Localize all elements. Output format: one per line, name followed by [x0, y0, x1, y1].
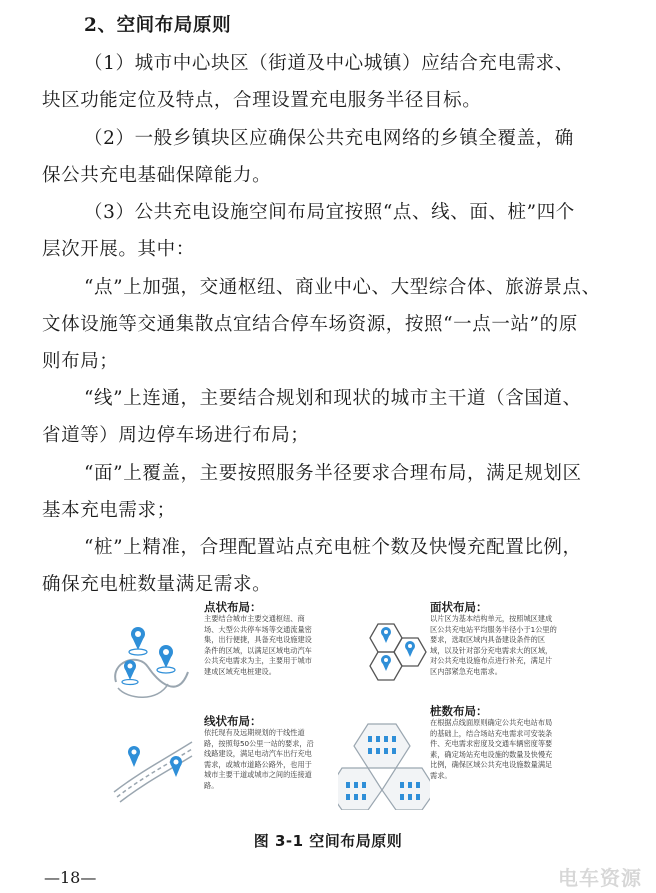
paragraph-line: （2）一般乡镇块区应确保公共充电网络的乡镇全覆盖，确: [84, 128, 574, 149]
paragraph-line: （1）城市中心块区（街道及中心城镇）应结合充电需求、: [84, 53, 574, 74]
paragraph-line: （3）公共充电设施空间布局宜按照“点、线、面、桩”四个: [84, 202, 575, 223]
spatial-layout-figure: [108, 600, 568, 822]
point-layout-panel: [204, 600, 314, 678]
paragraph-line: 层次开展。其中：: [42, 239, 195, 260]
paragraph-line: 确保充电桩数量满足需求。: [42, 574, 272, 595]
hexagon-grid-pins-icon: [354, 614, 434, 696]
line-layout-panel: [204, 714, 316, 792]
panel-title: 桩数布局：: [430, 704, 488, 718]
figure-caption: 图 3-1 空间布局原则: [253, 832, 403, 850]
watermark: 电车资源: [558, 866, 642, 890]
paragraph-line: “线”上连通，主要结合规划和现状的城市主干道（含国道、: [84, 388, 582, 409]
paragraph-line: “点”上加强，交通枢纽、商业中心、大型综合体、旅游景点、: [84, 277, 601, 298]
area-layout-panel: [430, 600, 558, 678]
page-number: —18—: [44, 868, 97, 887]
road-pins-icon: [110, 722, 194, 812]
panel-title: 线状布局：: [204, 714, 262, 728]
paragraph-line: “面”上覆盖，主要按照服务半径要求合理布局，满足规划区: [84, 463, 582, 484]
pile-count-layout-panel: [430, 704, 558, 782]
hexagon-charging-piles-icon: [338, 718, 430, 810]
panel-title: 面状布局：: [430, 600, 488, 614]
panel-title: 点状布局：: [204, 600, 262, 614]
paragraph-line: 基本充电需求；: [42, 500, 176, 521]
panel-text: 主要结合城市主要交通枢纽、商场、大型公共停车场等交通流量密集，出行便捷，具备充电设施建设条件的区域，以满足区域电动汽车公共充电需求为主，主要用于城市建成区域充电桩建设。: [204, 614, 312, 676]
panel-text: 在根据点线面原则确定公共充电站布局的基础上，结合场站充电需求可安装条件、充电需求密度及交通车辆密度等要素，确定场站充电设施的数量及快慢充比例，确保区域公共充电设施数量满足需求。: [430, 718, 553, 780]
section-heading: 2、空间布局原则: [84, 15, 232, 36]
paragraph-line: 文体设施等交通集散点宜结合停车场资源，按照“一点一站”的原: [42, 314, 578, 335]
paragraph-line: 则布局；: [42, 351, 119, 372]
map-pins-on-road-icon: [108, 612, 194, 704]
panel-text: 依托现有及远期规划的干线性道路，按照每50公里一站的要求，沿线路建设，满足电动汽车出行充电需求，或城市道路公路外，也用于城市主要干道或城市之间的连接道路。: [204, 728, 314, 790]
paragraph-line: 块区功能定位及特点，合理设置充电服务半径目标。: [42, 90, 482, 111]
paragraph-line: “桩”上精准，合理配置站点充电桩个数及快慢充配置比例，: [84, 537, 582, 558]
paragraph-line: 省道等）周边停车场进行布局；: [42, 425, 310, 446]
panel-text: 以片区为基本结构单元，按照城区建成区公共充电站平均服务半径小于1公里的要求，选取区域内具备建设条件的区域，以及针对部分充电需求大的区域，对公共充电设施布点进行补充，满足片区内部紧急充电需求。: [430, 614, 557, 676]
paragraph-line: 保公共充电基础保障能力。: [42, 165, 272, 186]
